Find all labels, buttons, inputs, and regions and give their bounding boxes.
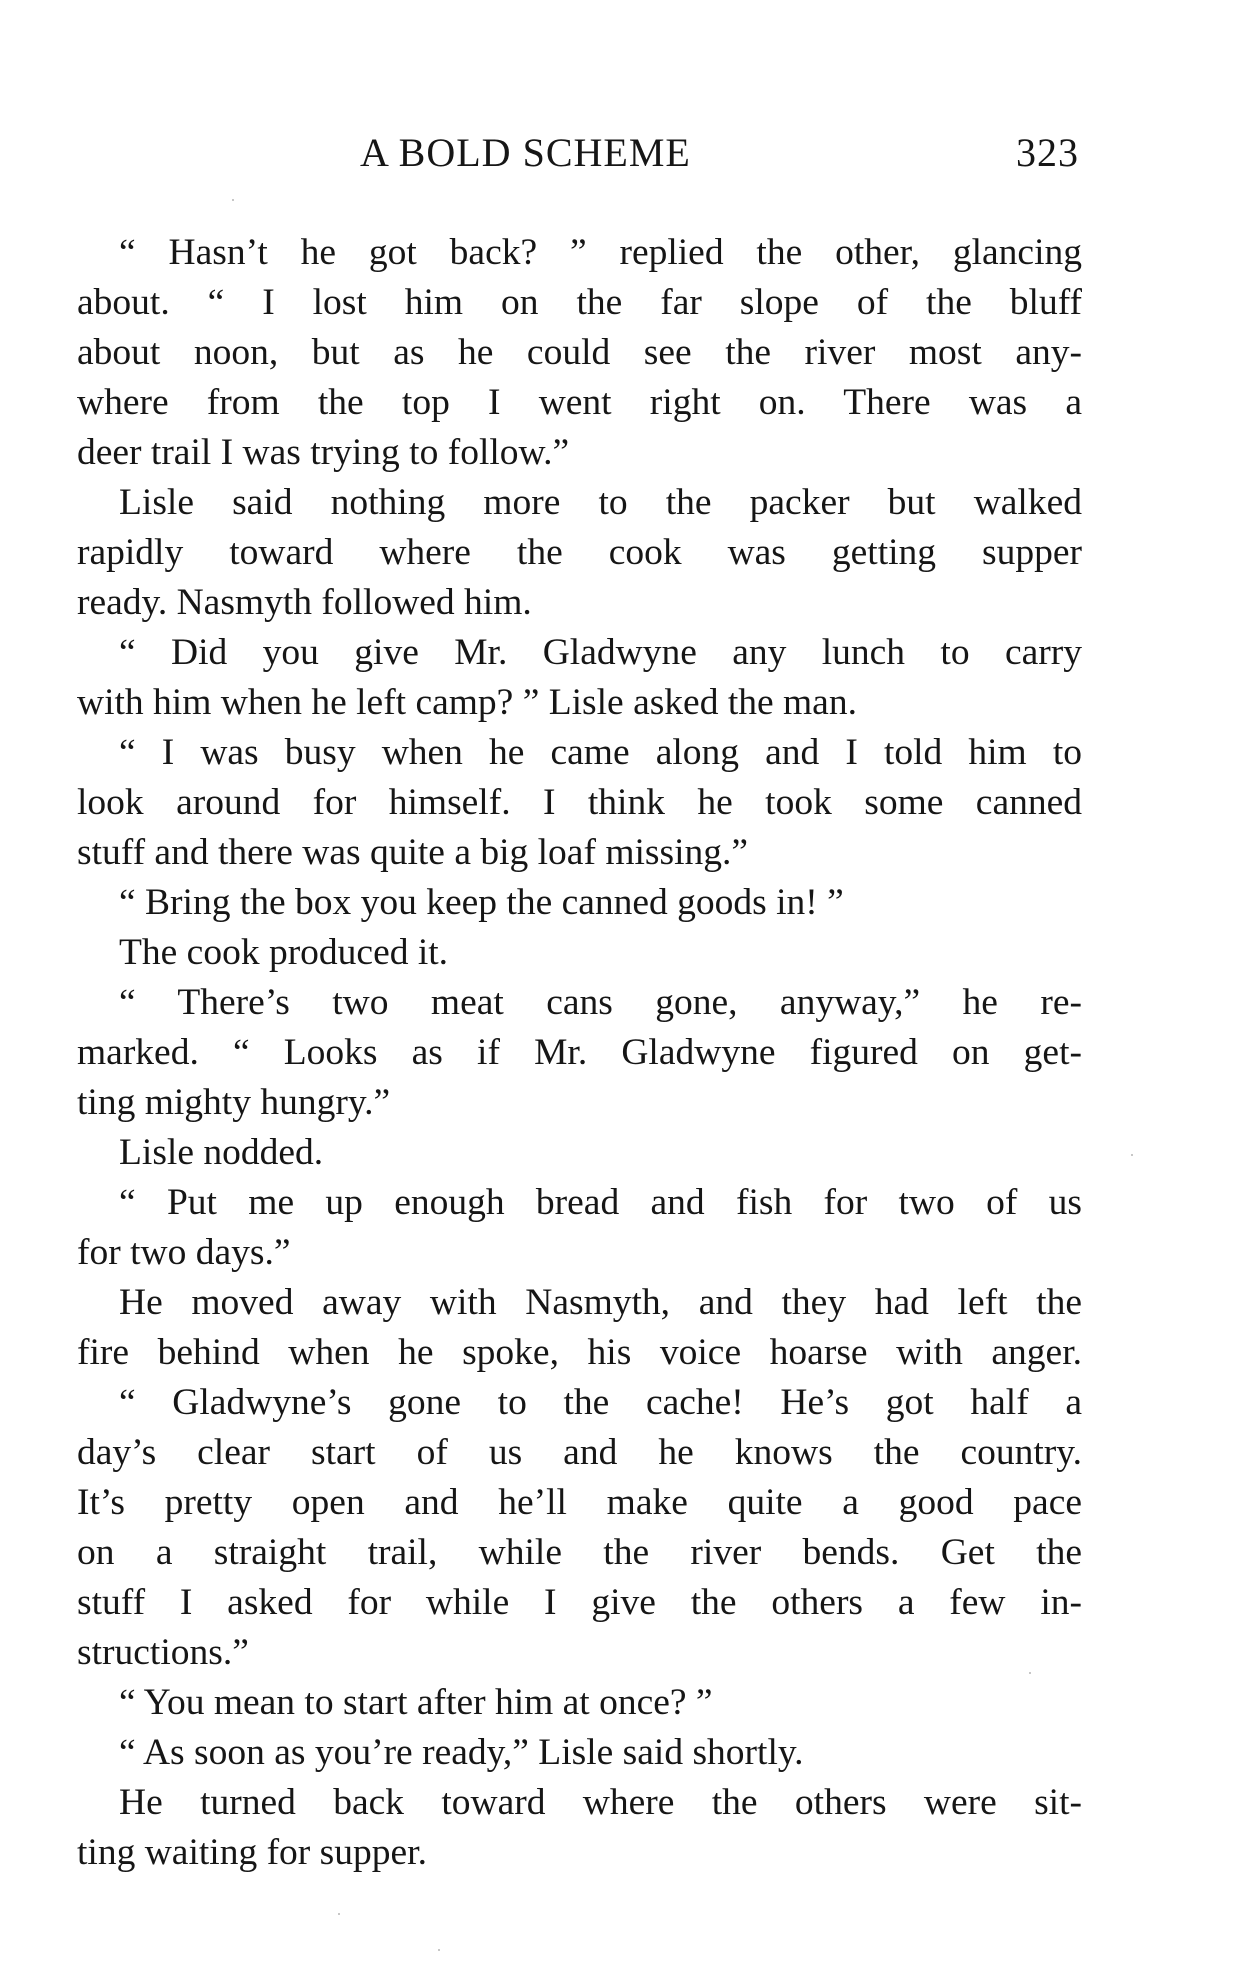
text-line: structions.” — [77, 1632, 249, 1673]
text-line: rapidly toward where the cook was getting supper — [77, 532, 1082, 573]
text-line: on a straight trail, while the river bends. Get the — [77, 1532, 1082, 1573]
paper-speck — [1131, 1154, 1133, 1156]
paper-speck — [338, 1913, 340, 1915]
text-line: with him when he left camp? ” Lisle asked the man. — [77, 682, 857, 723]
text-line: for two days.” — [77, 1232, 291, 1273]
body-text — [77, 228, 1082, 1878]
text-line: about. “ I lost him on the far slope of the bluff — [77, 282, 1082, 323]
text-line: “ Put me up enough bread and fish for two of us — [119, 1182, 1082, 1223]
text-line: It’s pretty open and he’ll make quite a good pace — [77, 1482, 1082, 1523]
page-number: 323 — [1016, 130, 1079, 175]
text-line: The cook produced it. — [119, 932, 449, 973]
text-line: “ Bring the box you keep the canned goods in! ” — [119, 882, 844, 923]
text-line: He turned back toward where the others were sit- — [119, 1782, 1082, 1823]
paper-speck — [1029, 1672, 1031, 1674]
paper-speck — [438, 1949, 440, 1951]
text-line: “ Did you give Mr. Gladwyne any lunch to carry — [119, 632, 1082, 673]
text-line: ready. Nasmyth followed him. — [77, 582, 532, 623]
text-line: day’s clear start of us and he knows the country. — [77, 1432, 1082, 1473]
text-line: “ You mean to start after him at once? ” — [119, 1682, 713, 1723]
text-line: Lisle nodded. — [119, 1132, 324, 1173]
text-line: deer trail I was trying to follow.” — [77, 432, 570, 473]
text-line: look around for himself. I think he took some canned — [77, 782, 1082, 823]
text-line: where from the top I went right on. There was a — [77, 382, 1082, 423]
paper-speck — [232, 199, 234, 201]
text-line: ting mighty hungry.” — [77, 1082, 391, 1123]
text-line: marked. “ Looks as if Mr. Gladwyne figured on get- — [77, 1032, 1082, 1073]
text-line: ting waiting for supper. — [77, 1832, 427, 1873]
text-line: about noon, but as he could see the river most any- — [77, 332, 1082, 373]
text-line: “ As soon as you’re ready,” Lisle said shortly. — [119, 1732, 804, 1773]
text-line: “ I was busy when he came along and I told him to — [119, 732, 1082, 773]
text-line: fire behind when he spoke, his voice hoarse with anger. — [77, 1332, 1082, 1373]
text-line: He moved away with Nasmyth, and they had left the — [119, 1282, 1082, 1323]
text-line: stuff I asked for while I give the others a few in- — [77, 1582, 1082, 1623]
text-line: stuff and there was quite a big loaf missing.” — [77, 832, 749, 873]
text-line: “ Gladwyne’s gone to the cache! He’s got half a — [119, 1382, 1082, 1423]
running-head: A BOLD SCHEME — [360, 130, 691, 175]
text-line: “ Hasn’t he got back? ” replied the other, glancing — [119, 232, 1082, 273]
text-line: “ There’s two meat cans gone, anyway,” he re- — [119, 982, 1082, 1023]
text-line: Lisle said nothing more to the packer but walked — [119, 482, 1082, 523]
